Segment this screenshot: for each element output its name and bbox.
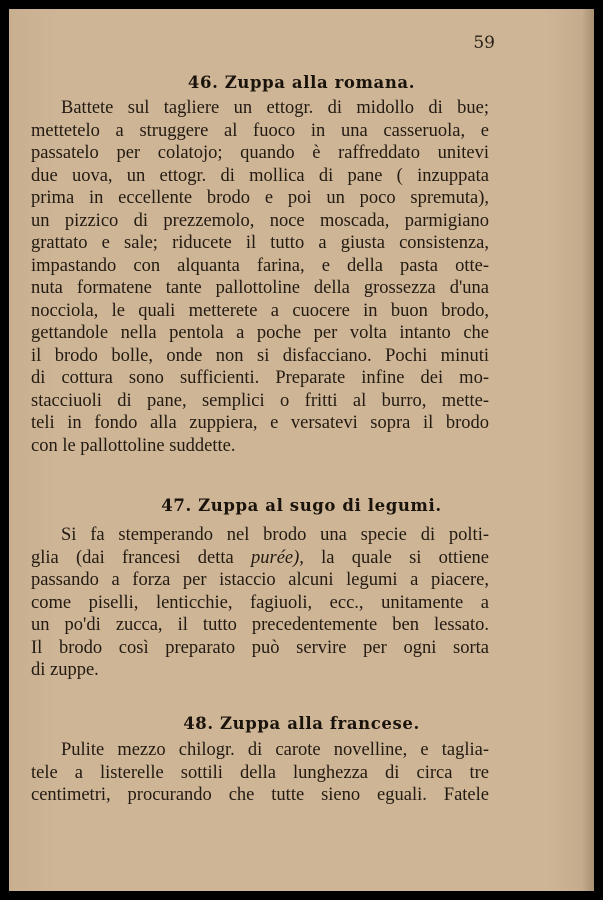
- recipe-46-text: [31, 97, 489, 457]
- recipe-48-text: [31, 739, 489, 807]
- text-fragment: glia (dai francesi detta: [31, 547, 234, 568]
- page-number: 59: [473, 33, 495, 53]
- text-line: un po'di zucca, il tutto precedentemente ben lessato.: [31, 615, 489, 635]
- text-line: passando a forza per istaccio alcuni legumi a piacere,: [31, 570, 489, 590]
- text-line: mettetelo a struggere al fuoco in una casseruola, e: [31, 120, 489, 141]
- text-line: il brodo bolle, onde non si disfacciano. Pochi minuti: [31, 345, 489, 366]
- book-page: [9, 9, 594, 891]
- text-line: nocciola, le quali metterete a cuocere in buon brodo,: [31, 300, 489, 321]
- text-line: con le pallottoline suddette.: [31, 435, 236, 456]
- text-line: prima in eccellente brodo e poi un poco spremuta),: [31, 188, 489, 208]
- text-line: nuta formatene tante pallottoline della grossezza d'una: [31, 278, 489, 298]
- text-line: due uova, un ettogr. di mollica di pane ( inzuppata: [31, 165, 489, 186]
- recipe-48-heading: 48. Zuppa alla francese.: [183, 714, 420, 733]
- text-line: tele a listerelle sottili della lunghezza di circa tre: [31, 762, 489, 783]
- text-line: centimetri, procurando che tutte sieno eguali. Fatele: [31, 785, 489, 805]
- text-fragment: la quale si ottiene: [321, 547, 490, 568]
- text-line: grattato e sale; riducete il tutto a giusta consistenza,: [31, 233, 489, 253]
- text-line: passatelo per colatojo; quando è raffreddato unitevi: [31, 143, 489, 163]
- text-line: teli in fondo alla zuppiera, e versatevi sopra il brodo: [31, 413, 489, 433]
- text-line: stacciuoli di pane, semplici o fritti al burro, mette-: [31, 390, 489, 411]
- text-line: gettandole nella pentola a poche per volta intanto che: [31, 323, 489, 343]
- italic-term: purée),: [251, 547, 304, 568]
- text-line: un pizzico di prezzemolo, noce moscada, parmigiano: [31, 210, 489, 231]
- text-line: di cottura sono sufficienti. Preparate infine dei mo-: [31, 368, 489, 388]
- text-line: di zuppe.: [31, 660, 99, 680]
- text-line: Battete sul tagliere un ettogr. di midollo di bue;: [61, 98, 489, 118]
- text-line: come piselli, lenticchie, fagiuoli, ecc., unitamente a: [31, 592, 489, 613]
- page-edge-shadow: [582, 9, 594, 891]
- recipe-47-heading: 47. Zuppa al sugo di legumi.: [161, 496, 442, 515]
- text-line: impastando con alquanta farina, e della pasta otte-: [31, 255, 489, 276]
- text-line: Il brodo così preparato può servire per ogni sorta: [31, 637, 489, 658]
- recipe-46-heading: 46. Zuppa alla romana.: [187, 73, 416, 92]
- text-line: Pulite mezzo chilogr. di carote novelline, e taglia-: [61, 740, 489, 760]
- text-line: Si fa stemperando nel brodo una specie di polti-: [61, 525, 489, 545]
- recipe-47-text: [31, 524, 489, 682]
- text-line: [31, 547, 489, 570]
